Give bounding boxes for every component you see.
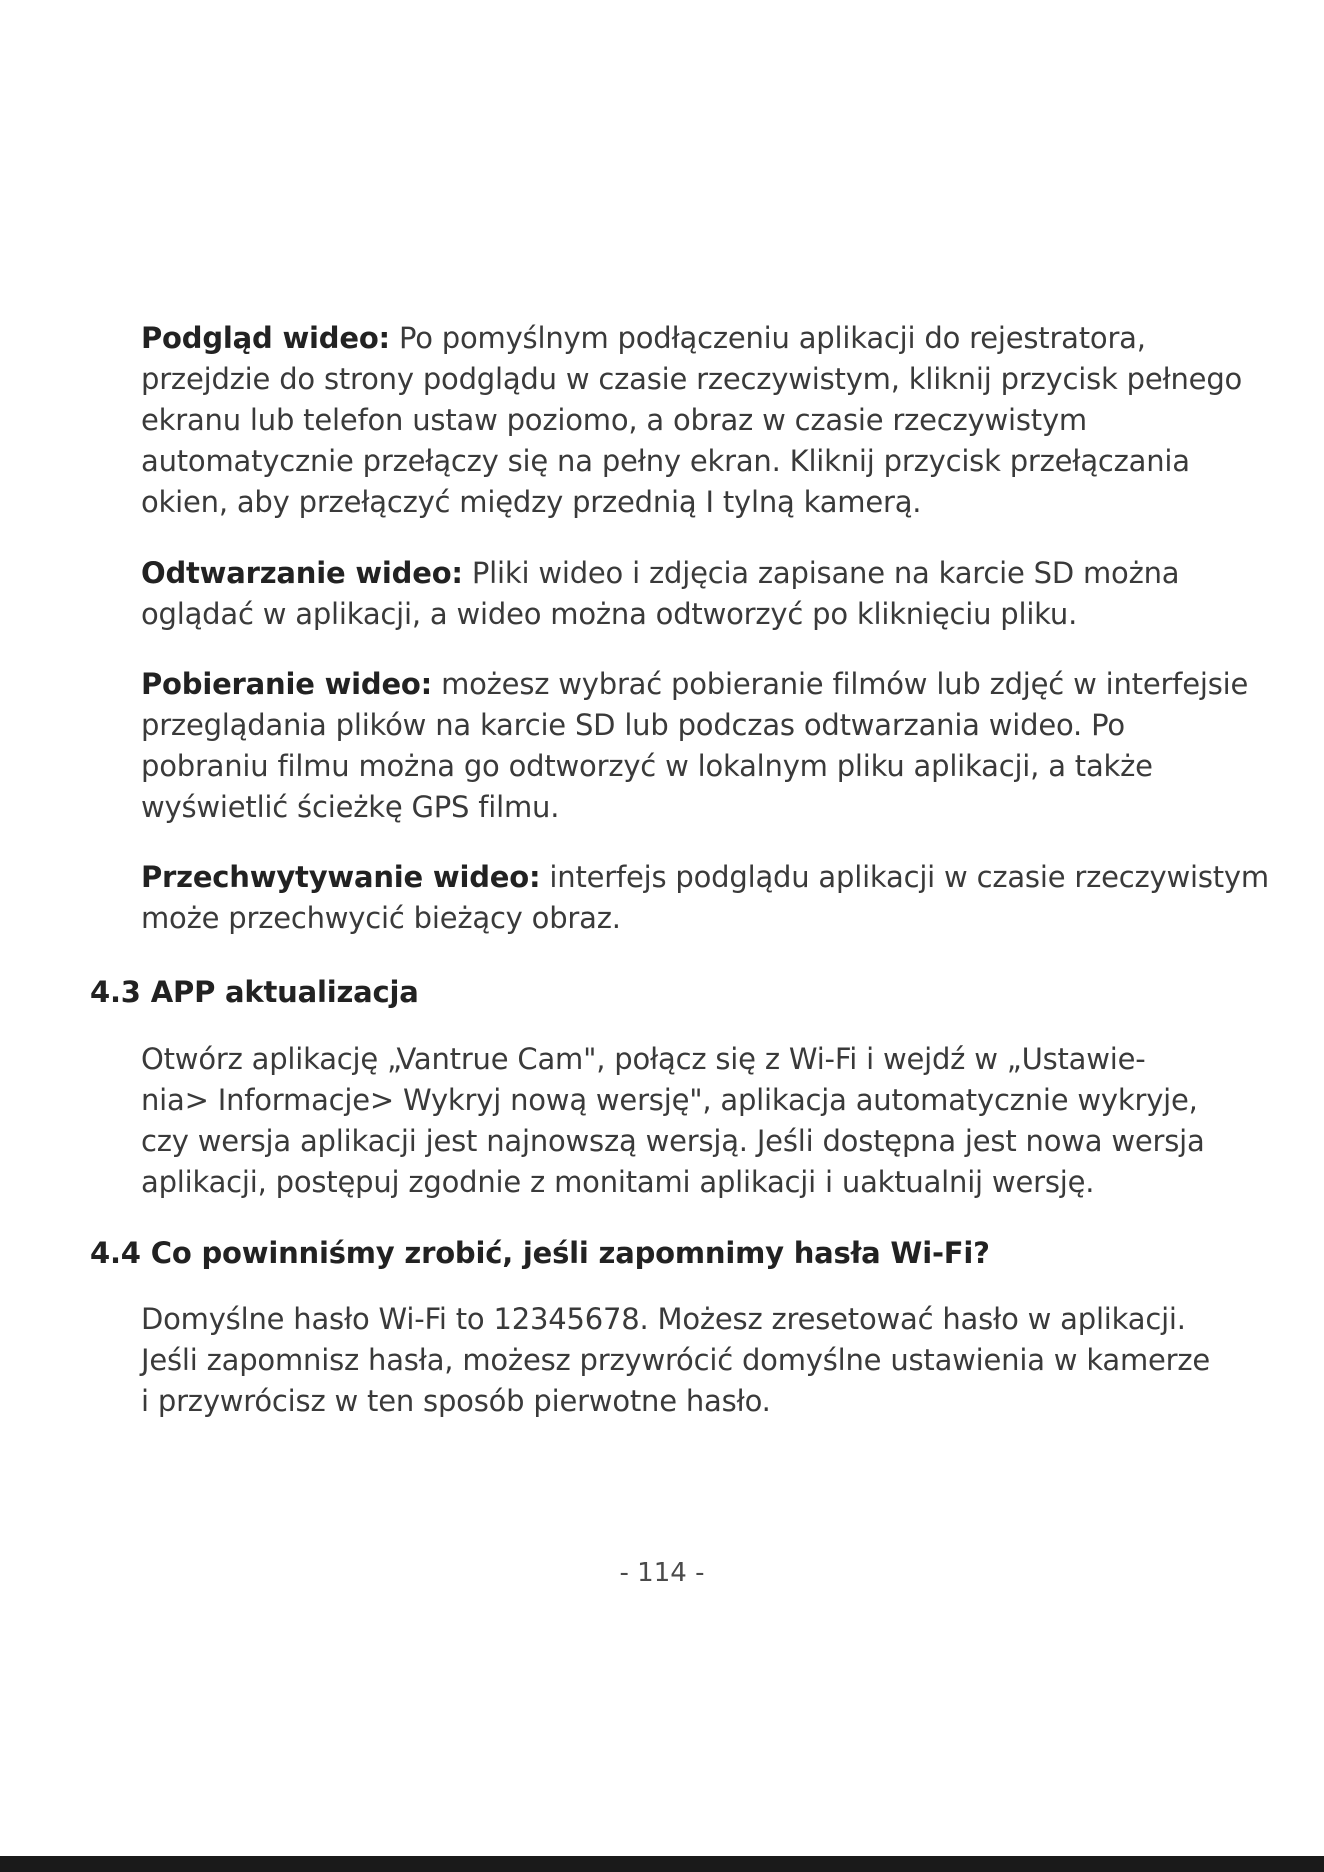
wifi-line-1: Domyślne hasło Wi-Fi to 12345678. Możesz zresetować hasło w aplikacji. [141,1302,1186,1336]
download-lead: Pobieranie wideo: [141,667,433,701]
download-line-4: wyświetlić ścieżkę GPS filmu. [141,790,560,824]
wifi-line-2: Jeśli zapomnisz hasła, możesz przywrócić domyślne ustawienia w kamerze [141,1343,1211,1377]
section-4-3-number: 4.3 [90,975,141,1009]
page-number: - 114 - [619,1558,705,1588]
capture-text-1: interfejs podglądu aplikacji w czasie rzeczywistym [540,860,1269,894]
section-4-4-heading [90,1236,990,1270]
section-4-3-heading [90,975,419,1009]
update-line-3: czy wersja aplikacji jest najnowszą wersją. Jeśli dostępna jest nowa wersja [141,1124,1205,1158]
preview-paragraph [141,318,1261,523]
preview-line-1 [141,318,1261,359]
download-line-3: pobraniu filmu można go odtworzyć w lokalnym pliku aplikacji, a także [141,749,1153,783]
capture-lead: Przechwytywanie wideo: [141,860,541,894]
update-line-4: aplikacji, postępuj zgodnie z monitami aplikacji i uaktualnij wersję. [141,1165,1095,1199]
update-paragraph [141,1039,1261,1203]
playback-paragraph [141,553,1261,635]
download-paragraph [141,664,1261,828]
capture-line-2: może przechwycić bieżący obraz. [141,901,621,935]
update-line-2: nia> Informacje> Wykryj nową wersję", aplikacja automatycznie wykryje, [141,1083,1198,1117]
section-4-4-title: Co powinniśmy zrobić, jeśli zapomnimy hasła Wi-Fi? [150,1236,990,1270]
preview-line-4: automatycznie przełączy się na pełny ekran. Kliknij przycisk przełączania [141,444,1190,478]
preview-lead: Podgląd wideo: [141,321,390,355]
section-4-4-number: 4.4 [90,1236,141,1270]
preview-line-3: ekranu lub telefon ustaw poziomo, a obraz w czasie rzeczywistym [141,403,1087,437]
playback-line-1 [141,553,1261,594]
update-line-1: Otwórz aplikację „Vantrue Cam", połącz się z Wi-Fi i wejdź w „Ustawie- [141,1042,1146,1076]
playback-lead: Odtwarzanie wideo: [141,556,463,590]
download-line-1 [141,664,1261,705]
preview-text-1: Po pomyślnym podłączeniu aplikacji do rejestratora, [389,321,1146,355]
preview-line-5: okien, aby przełączyć między przednią I tylną kamerą. [141,485,922,519]
section-4-3-title: APP aktualizacja [150,975,419,1009]
capture-paragraph [141,857,1269,939]
download-text-1: możesz wybrać pobieranie filmów lub zdjęć w interfejsie [432,667,1249,701]
capture-line-1 [141,857,1269,898]
download-line-2: przeglądania plików na karcie SD lub podczas odtwarzania wideo. Po [141,708,1125,742]
wifi-paragraph [141,1299,1261,1422]
wifi-line-3: i przywrócisz w ten sposób pierwotne hasło. [141,1384,771,1418]
playback-line-2: oglądać w aplikacji, a wideo można odtworzyć po kliknięciu pliku. [141,597,1078,631]
preview-line-2: przejdzie do strony podglądu w czasie rzeczywistym, kliknij przycisk pełnego [141,362,1243,396]
playback-text-1: Pliki wideo i zdjęcia zapisane na karcie SD można [462,556,1180,590]
bottom-edge [0,1856,1324,1872]
